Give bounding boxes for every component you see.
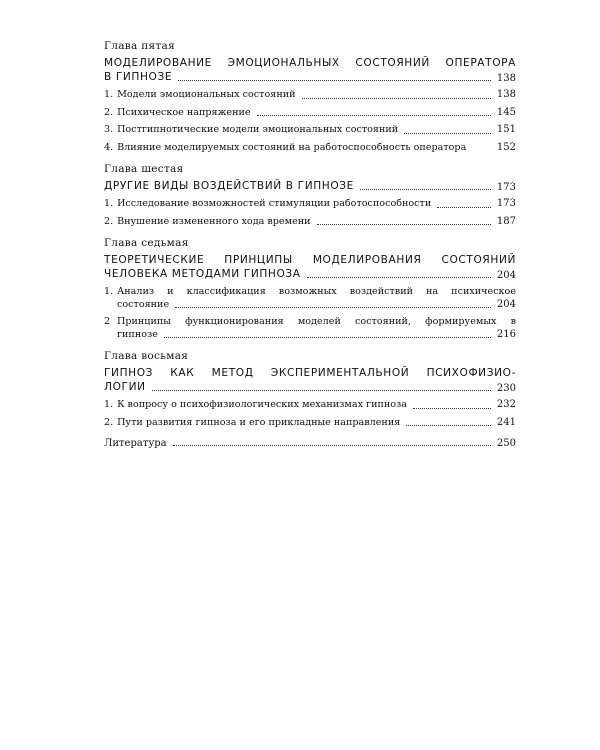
chapter-label: Глава восьмая [104,350,189,362]
chapter-title-cont: ЛОГИИ [104,381,146,393]
section-entry [104,399,516,412]
section-number: 1. [104,399,114,410]
section-number: 2. [104,215,114,227]
chapter-title: ДРУГИЕ ВИДЫ ВОЗДЕЙСТВИЙ В ГИПНОЗЕ [104,180,354,192]
page-number: 145 [496,106,516,118]
section-title: Психическое напряжение [117,106,251,118]
page-number: 232 [496,399,516,410]
page-number: 152 [496,141,516,153]
dot-leader [302,98,491,99]
section-title-cont: гипнозе [117,328,158,340]
section-entry [104,198,516,211]
page-number: 173 [496,182,516,193]
section-number: 1. [104,198,114,209]
page-number: 230 [496,383,516,394]
literature-label: Литература [104,438,167,449]
chapter-5 [104,40,516,154]
page-number: 138 [496,89,516,100]
chapter-label: Глава седьмая [104,237,189,249]
chapter-title-cont: ЧЕЛОВЕКА МЕТОДАМИ ГИПНОЗА [104,268,301,280]
section-title-cont: состояние [117,298,170,310]
section-number: 2 [104,316,111,327]
section-title: Влияние моделируемых состояний на работоспособность оператора [117,141,467,153]
dot-leader [406,425,491,426]
dot-leader [164,337,491,338]
page-number: 138 [496,73,516,84]
page-number: 216 [496,328,516,340]
section-entry [104,417,516,430]
section-number: 3. [104,124,114,135]
page-number: 151 [496,124,516,135]
section-entry [104,216,516,229]
dot-leader [413,408,491,409]
dot-leader [307,277,491,278]
dot-leader [317,224,491,225]
dot-leader [152,390,491,391]
section-entry [104,124,516,137]
section-number: 4. [104,141,114,153]
section-title: Внушение измененного хода времени [117,215,311,227]
page-number: 250 [496,438,516,449]
chapter-title: ТЕОРЕТИЧЕСКИЕ ПРИНЦИПЫ МОДЕЛИРОВАНИЯ СОСТОЯНИЙ [104,254,516,266]
section-number: 2. [104,106,114,118]
dot-leader [360,189,491,190]
page-number: 204 [496,298,516,310]
chapter-label: Глава шестая [104,163,184,175]
dot-leader [257,115,491,116]
chapter-7 [104,237,516,341]
section-number: 2. [104,416,114,428]
section-title: Модели эмоциональных состояний [117,89,296,100]
chapter-6 [104,163,516,228]
section-entry [104,142,516,155]
section-entry [104,107,516,120]
dot-leader [404,133,491,134]
section-title: Исследование возможностей стимуляции работоспособности [117,198,432,209]
dot-leader [178,80,491,81]
page-number: 204 [496,270,516,281]
section-title: Пути развития гипноза и его прикладные направления [117,416,401,428]
chapter-title-cont: В ГИПНОЗЕ [104,71,173,83]
literature-entry [104,438,516,449]
table-of-contents [104,40,516,449]
section-entry [104,286,516,311]
dot-leader [173,445,491,446]
page-number: 173 [496,198,516,209]
chapter-title: МОДЕЛИРОВАНИЕ ЭМОЦИОНАЛЬНЫХ СОСТОЯНИЙ ОПЕРАТОРА [104,57,516,69]
section-entry [104,89,516,102]
section-title: К вопросу о психофизиологических механизмах гипноза [117,399,407,410]
section-title: Постгипнотические модели эмоциональных состояний [117,124,399,135]
dot-leader [175,307,491,308]
section-number: 1. [104,89,114,100]
chapter-label: Глава пятая [104,40,176,52]
page-number: 187 [496,215,516,227]
dot-leader [437,207,491,208]
page-number: 241 [496,416,516,428]
section-title: Анализ и классификация возможных воздействий на психическое [117,286,516,297]
section-title: Принципы функционирования моделей состояний, формируемых в [117,316,516,327]
chapter-title: ГИПНОЗ КАК МЕТОД ЭКСПЕРИМЕНТАЛЬНОЙ ПСИХОФИЗИО- [104,367,516,379]
section-entry [104,316,516,341]
section-number: 1. [104,286,114,297]
chapter-8 [104,350,516,429]
